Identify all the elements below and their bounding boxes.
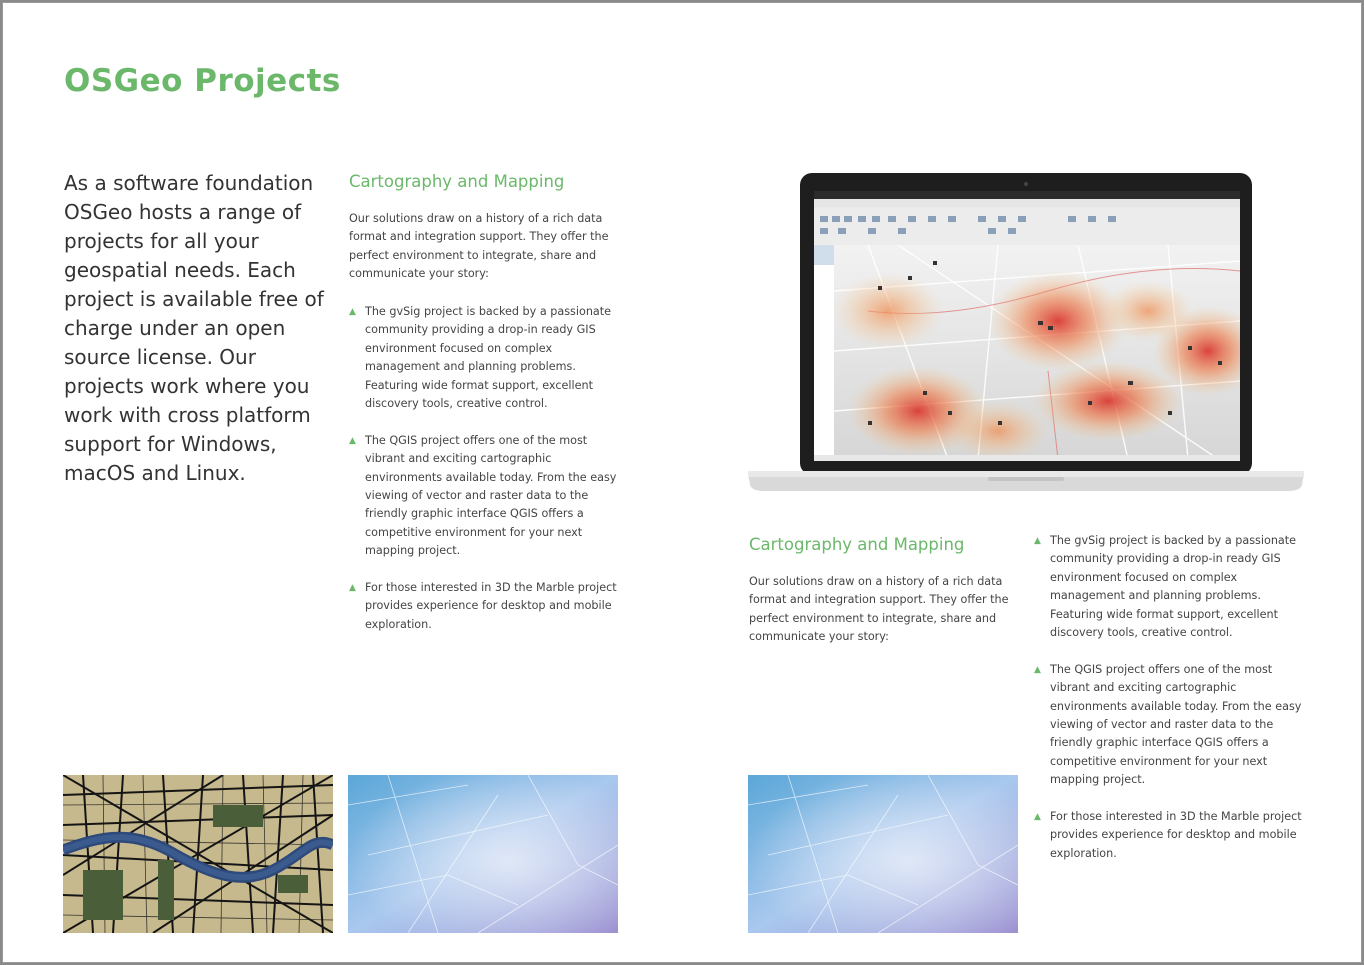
triangle-bullet-icon: ▲ (349, 307, 356, 317)
list-item: ▲ The QGIS project offers one of the most vibrant and exciting cartographic environments available today. From the easy viewing of vector and raster data to the friendly graphic interface QGIS offers a competitive environment for your next mapping project. (349, 433, 617, 558)
list-item: ▲ The gvSig project is backed by a passionate community providing a drop-in ready GIS environment focused on complex management and planning problems. Featuring wide format support, excellent discovery tools, creative control. (1034, 534, 1297, 640)
triangle-bullet-icon: ▲ (349, 583, 356, 594)
laptop-qgis-screenshot (748, 171, 1304, 491)
triangle-bullet-icon: ▲ (1034, 812, 1041, 823)
section-a-bullet-list (349, 303, 621, 653)
page-title: OSGeo Projects (64, 63, 341, 99)
blue-watercolor-map-image-2 (748, 775, 1018, 933)
section-b-body: Our solutions draw on a history of a rich data format and integration support. They offer the perfect environment to integrate, share and communicate your story: (749, 575, 1009, 644)
brochure-page (2, 2, 1362, 963)
section-a-body: Our solutions draw on a history of a rich data format and integration support. They offer the perfect environment to integrate, share and communicate your story: (349, 212, 609, 281)
triangle-bullet-icon: ▲ (1034, 536, 1041, 546)
section-b-bullet-list (1034, 532, 1306, 882)
paris-city-map-image (63, 775, 333, 933)
list-item: ▲ For those interested in 3D the Marble project provides experience for desktop and mobile exploration. (349, 581, 617, 631)
section-a-heading: Cartography and Mapping (349, 172, 565, 191)
list-item: ▲ For those interested in 3D the Marble project provides experience for desktop and mobile exploration. (1034, 810, 1302, 860)
intro-paragraph: As a software foundation OSGeo hosts a range of projects for all your geospatial needs. Each project is available free of charge under an open source license. Our projects work where you work with cross platform support for Windows, macOS and Linux. (64, 171, 324, 485)
triangle-bullet-icon: ▲ (349, 435, 356, 446)
section-b-heading: Cartography and Mapping (749, 535, 965, 554)
blue-watercolor-map-image-1 (348, 775, 618, 933)
triangle-bullet-icon: ▲ (1034, 664, 1041, 675)
list-item: ▲ The gvSig project is backed by a passionate community providing a drop-in ready GIS environment focused on complex management and planning problems. Featuring wide format support, excellent discovery tools, creative control. (349, 305, 612, 411)
list-item: ▲ The QGIS project offers one of the most vibrant and exciting cartographic environments available today. From the easy viewing of vector and raster data to the friendly graphic interface QGIS offers a competitive environment for your next mapping project. (1034, 662, 1302, 787)
